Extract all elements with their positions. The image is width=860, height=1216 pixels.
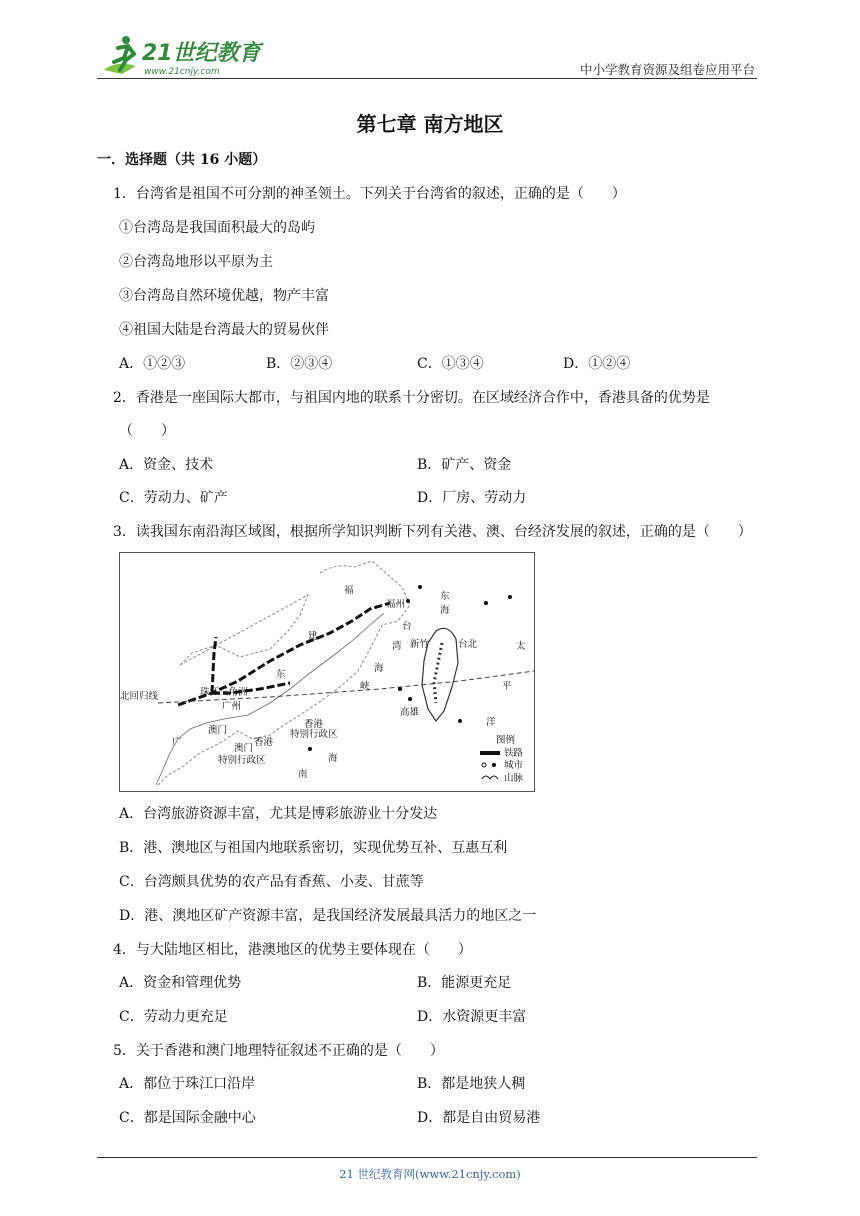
map-label: 湾 <box>392 641 402 652</box>
question-2-option-b: B．矿产、资金 <box>417 457 512 473</box>
question-3-option-d: D．港、澳地区矿产资源丰富，是我国经济发展最具活力的地区之一 <box>119 908 537 924</box>
question-4-option-d: D．水资源更丰富 <box>417 1009 527 1025</box>
map-label: 洋 <box>486 717 496 728</box>
question-1-option-b: B．②③④ <box>266 356 333 372</box>
header-divider <box>97 78 757 79</box>
map-legend-mountain: 山脉 <box>504 773 524 784</box>
map-label: 建 <box>308 631 318 642</box>
map-label: 太 <box>516 641 526 652</box>
question-3-stem: 3．读我国东南沿海区域图，根据所学知识判断下列有关港、澳、台经济发展的叙述，正确的是（ ） <box>113 524 752 540</box>
question-4-option-c: C．劳动力更充足 <box>119 1009 228 1025</box>
question-1-option-a: A．①②③ <box>119 356 186 372</box>
footer-text[interactable]: 21 世纪教育网(www.21cnjy.com) <box>339 1167 521 1181</box>
map-label: 澳门 <box>208 725 228 736</box>
map-label: 特别行政区 <box>290 729 338 740</box>
question-5-option-b: B．都是地狭人稠 <box>417 1076 526 1092</box>
question-5-option-a: A．都位于珠江口沿岸 <box>119 1076 256 1092</box>
map-label: 澳门 <box>234 743 254 754</box>
logo-text: 21世纪教育 <box>142 41 261 66</box>
question-1-option-c: C．①③④ <box>417 356 484 372</box>
southeast-coast-map <box>119 552 535 792</box>
map-label: 珠江三角洲 <box>200 687 248 698</box>
map-label: 福州 <box>386 599 406 610</box>
question-1-stem: 1．台湾省是祖国不可分割的神圣领土。下列关于台湾省的叙述，正确的是（ ） <box>113 186 626 202</box>
logo-url: www.21cnjy.com <box>144 67 220 77</box>
map-label: 香港 <box>254 737 274 748</box>
question-4-stem: 4．与大陆地区相比，港澳地区的优势主要体现在（ ） <box>113 942 472 958</box>
map-legend-city: 城市 <box>504 760 524 771</box>
map-label: 海 <box>328 753 338 764</box>
map-label: 台北 <box>458 639 478 650</box>
question-2-stem-cont: （ ） <box>119 423 175 439</box>
question-1-item-4: ④祖国大陆是台湾最大的贸易伙伴 <box>119 322 329 338</box>
map-legend-railway: 铁路 <box>504 748 524 759</box>
question-3-option-a: A．台湾旅游资源丰富，尤其是博彩旅游业十分发达 <box>119 806 438 822</box>
platform-name: 中小学教育资源及组卷应用平台 <box>579 62 755 77</box>
map-label: 福 <box>344 585 354 596</box>
map-label: 新竹 <box>410 639 430 650</box>
question-5-stem: 5．关于香港和澳门地理特征叙述不正确的是（ ） <box>113 1043 444 1059</box>
map-label: 台 <box>402 621 412 632</box>
map-label: 东 <box>276 669 286 680</box>
map-label: 峡 <box>360 681 370 692</box>
map-label: 东 <box>440 591 450 602</box>
map-label: 特别行政区 <box>218 755 266 766</box>
map-label: 高雄 <box>400 707 420 718</box>
question-5-option-c: C．都是国际金融中心 <box>119 1110 256 1126</box>
question-2-stem: 2．香港是一座国际大都市，与祖国内地的联系十分密切。在区域经济合作中，香港具备的优势是 <box>113 390 710 406</box>
page-title: 第七章 南方地区 <box>356 112 504 136</box>
question-5-option-d: D．都是自由贸易港 <box>417 1110 541 1126</box>
map-label: 南 <box>298 769 308 780</box>
question-1-option-d: D．①②④ <box>563 356 631 372</box>
map-label: 北回归线 <box>120 691 159 702</box>
section-heading: 一．选择题（共 16 小题） <box>97 152 267 168</box>
map-label: 海 <box>440 605 450 616</box>
question-4-option-b: B．能源更充足 <box>417 975 512 991</box>
question-2-option-a: A．资金、技术 <box>119 457 214 473</box>
question-1-item-1: ①台湾岛是我国面积最大的岛屿 <box>119 220 315 236</box>
map-label: 广州 <box>222 701 242 712</box>
footer-divider <box>97 1157 757 1158</box>
question-2-option-c: C．劳动力、矿产 <box>119 490 228 506</box>
logo <box>96 30 266 78</box>
map-label: 香港 <box>304 719 324 730</box>
question-3-option-b: B．港、澳地区与祖国内地联系密切，实现优势互补、互惠互利 <box>119 840 508 856</box>
map-label: 平 <box>502 681 512 692</box>
map-legend-title: 图例 <box>496 735 516 746</box>
question-4-option-a: A．资金和管理优势 <box>119 975 242 991</box>
question-1-item-2: ②台湾岛地形以平原为主 <box>119 254 273 270</box>
map-label: 广 <box>172 737 182 748</box>
question-3-option-c: C．台湾颇具优势的农产品有香蕉、小麦、甘蔗等 <box>119 874 424 890</box>
question-1-item-3: ③台湾岛自然环境优越，物产丰富 <box>119 288 329 304</box>
map-label: 海 <box>374 663 384 674</box>
question-2-option-d: D．厂房、劳动力 <box>417 490 527 506</box>
